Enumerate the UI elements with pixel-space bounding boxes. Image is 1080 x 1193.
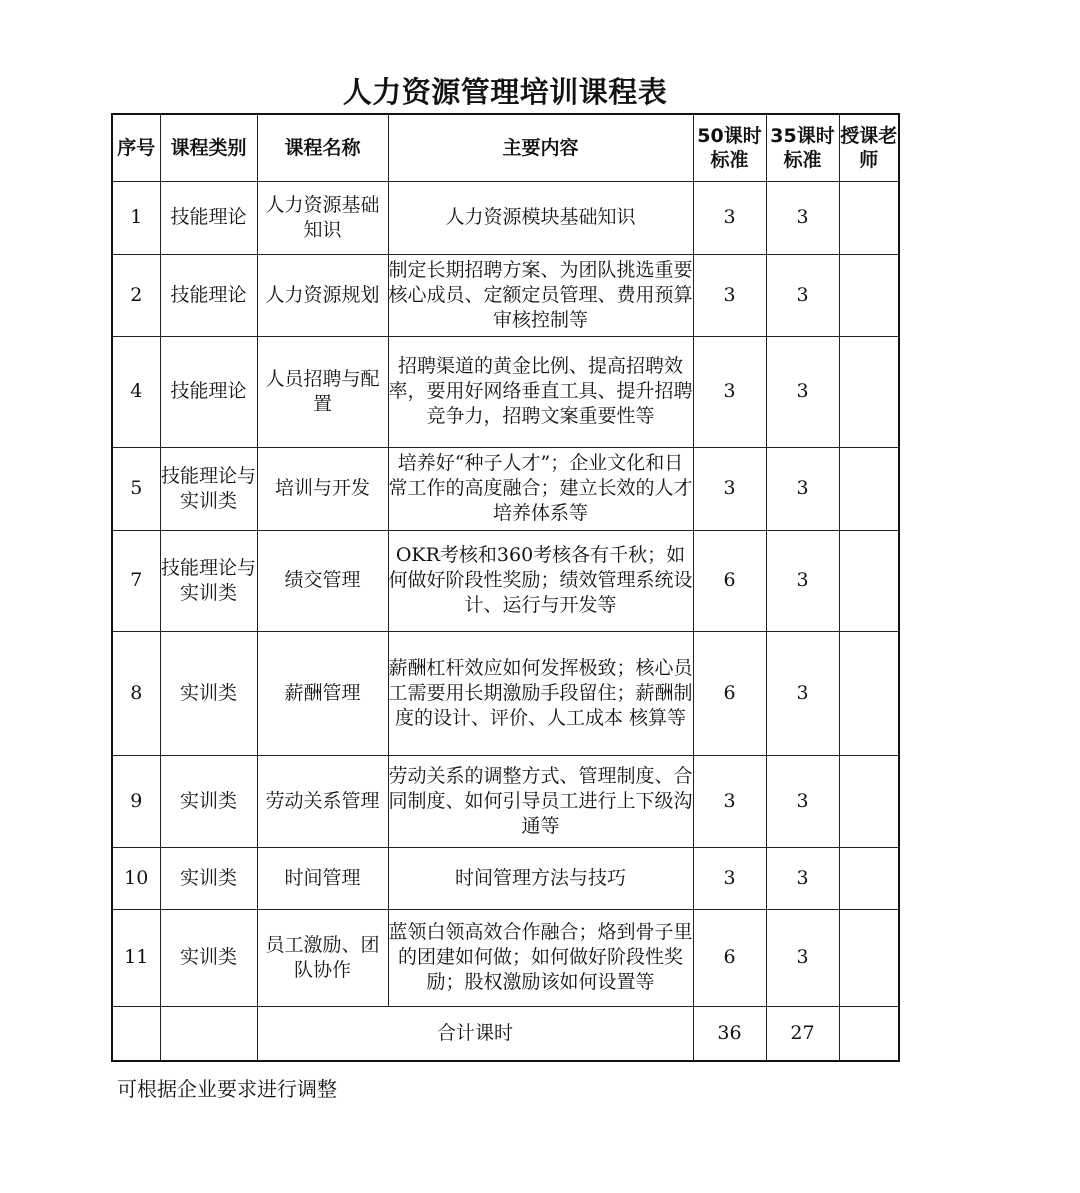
cell-50-hours: 6: [693, 909, 766, 1006]
cell-category: 实训类: [160, 755, 257, 847]
cell-teacher: [839, 447, 899, 530]
header-seq: 序号: [112, 114, 160, 181]
table-row: [112, 254, 899, 336]
course-schedule-table: [111, 113, 900, 1062]
table-row: [112, 530, 899, 631]
cell-teacher: [839, 909, 899, 1006]
table-row: [112, 847, 899, 909]
header-teacher: 授课老师: [839, 114, 899, 181]
header-50-hours: 50课时标准: [693, 114, 766, 181]
cell-content: 培养好“种子人才”；企业文化和日常工作的高度融合；建立长效的人才培养体系等: [388, 447, 693, 530]
table-row: [112, 631, 899, 755]
cell-content: 时间管理方法与技巧: [388, 847, 693, 909]
cell-category: 技能理论与实训类: [160, 447, 257, 530]
cell-category: 实训类: [160, 847, 257, 909]
cell-seq: 1: [112, 181, 160, 254]
cell-35-hours: 3: [766, 336, 839, 447]
cell-seq: 8: [112, 631, 160, 755]
total-35-hours: 27: [766, 1006, 839, 1061]
cell-teacher: [839, 755, 899, 847]
cell-content: 蓝领白领高效合作融合；烙到骨子里的团建如何做；如何做好阶段性奖励；股权激励该如何设置等: [388, 909, 693, 1006]
cell-35-hours: 3: [766, 181, 839, 254]
header-name: 课程名称: [257, 114, 388, 181]
total-empty-category: [160, 1006, 257, 1061]
cell-50-hours: 3: [693, 447, 766, 530]
cell-category: 技能理论: [160, 336, 257, 447]
cell-35-hours: 3: [766, 447, 839, 530]
cell-seq: 5: [112, 447, 160, 530]
cell-teacher: [839, 254, 899, 336]
cell-teacher: [839, 181, 899, 254]
cell-name: 薪酬管理: [257, 631, 388, 755]
cell-name: 人力资源基础知识: [257, 181, 388, 254]
cell-name: 绩交管理: [257, 530, 388, 631]
cell-seq: 2: [112, 254, 160, 336]
cell-35-hours: 3: [766, 847, 839, 909]
cell-category: 技能理论: [160, 254, 257, 336]
total-row: [112, 1006, 899, 1061]
cell-50-hours: 3: [693, 254, 766, 336]
header-category: 课程类别: [160, 114, 257, 181]
cell-content: 制定长期招聘方案、为团队挑选重要核心成员、定额定员管理、费用预算审核控制等: [388, 254, 693, 336]
table-row: [112, 755, 899, 847]
header-row: [112, 114, 899, 181]
total-empty-seq: [112, 1006, 160, 1061]
table-row: [112, 336, 899, 447]
cell-seq: 7: [112, 530, 160, 631]
footnote: 可根据企业要求进行调整: [117, 1077, 337, 1101]
cell-teacher: [839, 847, 899, 909]
cell-50-hours: 3: [693, 755, 766, 847]
cell-35-hours: 3: [766, 755, 839, 847]
table-row: [112, 909, 899, 1006]
cell-teacher: [839, 631, 899, 755]
header-content: 主要内容: [388, 114, 693, 181]
cell-category: 实训类: [160, 909, 257, 1006]
cell-teacher: [839, 530, 899, 631]
cell-seq: 4: [112, 336, 160, 447]
cell-name: 人员招聘与配置: [257, 336, 388, 447]
cell-seq: 10: [112, 847, 160, 909]
cell-content: OKR考核和360考核各有千秋；如何做好阶段性奖励；绩效管理系统设计、运行与开发等: [388, 530, 693, 631]
cell-teacher: [839, 336, 899, 447]
cell-35-hours: 3: [766, 909, 839, 1006]
cell-seq: 11: [112, 909, 160, 1006]
cell-content: 招聘渠道的黄金比例、提高招聘效率，要用好网络垂直工具、提升招聘竞争力，招聘文案重要性等: [388, 336, 693, 447]
cell-category: 技能理论与实训类: [160, 530, 257, 631]
cell-category: 技能理论: [160, 181, 257, 254]
cell-name: 人力资源规划: [257, 254, 388, 336]
page-title: 人力资源管理培训课程表: [342, 75, 668, 109]
total-empty-teacher: [839, 1006, 899, 1061]
cell-50-hours: 6: [693, 631, 766, 755]
cell-name: 培训与开发: [257, 447, 388, 530]
cell-50-hours: 3: [693, 847, 766, 909]
cell-category: 实训类: [160, 631, 257, 755]
cell-name: 劳动关系管理: [257, 755, 388, 847]
cell-35-hours: 3: [766, 254, 839, 336]
cell-35-hours: 3: [766, 631, 839, 755]
total-50-hours: 36: [693, 1006, 766, 1061]
cell-50-hours: 6: [693, 530, 766, 631]
cell-50-hours: 3: [693, 336, 766, 447]
table-row: [112, 181, 899, 254]
header-35-hours: 35课时标准: [766, 114, 839, 181]
cell-35-hours: 3: [766, 530, 839, 631]
table-row: [112, 447, 899, 530]
total-label: 合计课时: [257, 1006, 693, 1061]
cell-name: 时间管理: [257, 847, 388, 909]
cell-content: 劳动关系的调整方式、管理制度、合同制度、如何引导员工进行上下级沟通等: [388, 755, 693, 847]
cell-name: 员工激励、团队协作: [257, 909, 388, 1006]
cell-seq: 9: [112, 755, 160, 847]
cell-content: 薪酬杠杆效应如何发挥极致；核心员工需要用长期激励手段留住；薪酬制度的设计、评价、人工成本 核算等: [388, 631, 693, 755]
cell-50-hours: 3: [693, 181, 766, 254]
cell-content: 人力资源模块基础知识: [388, 181, 693, 254]
